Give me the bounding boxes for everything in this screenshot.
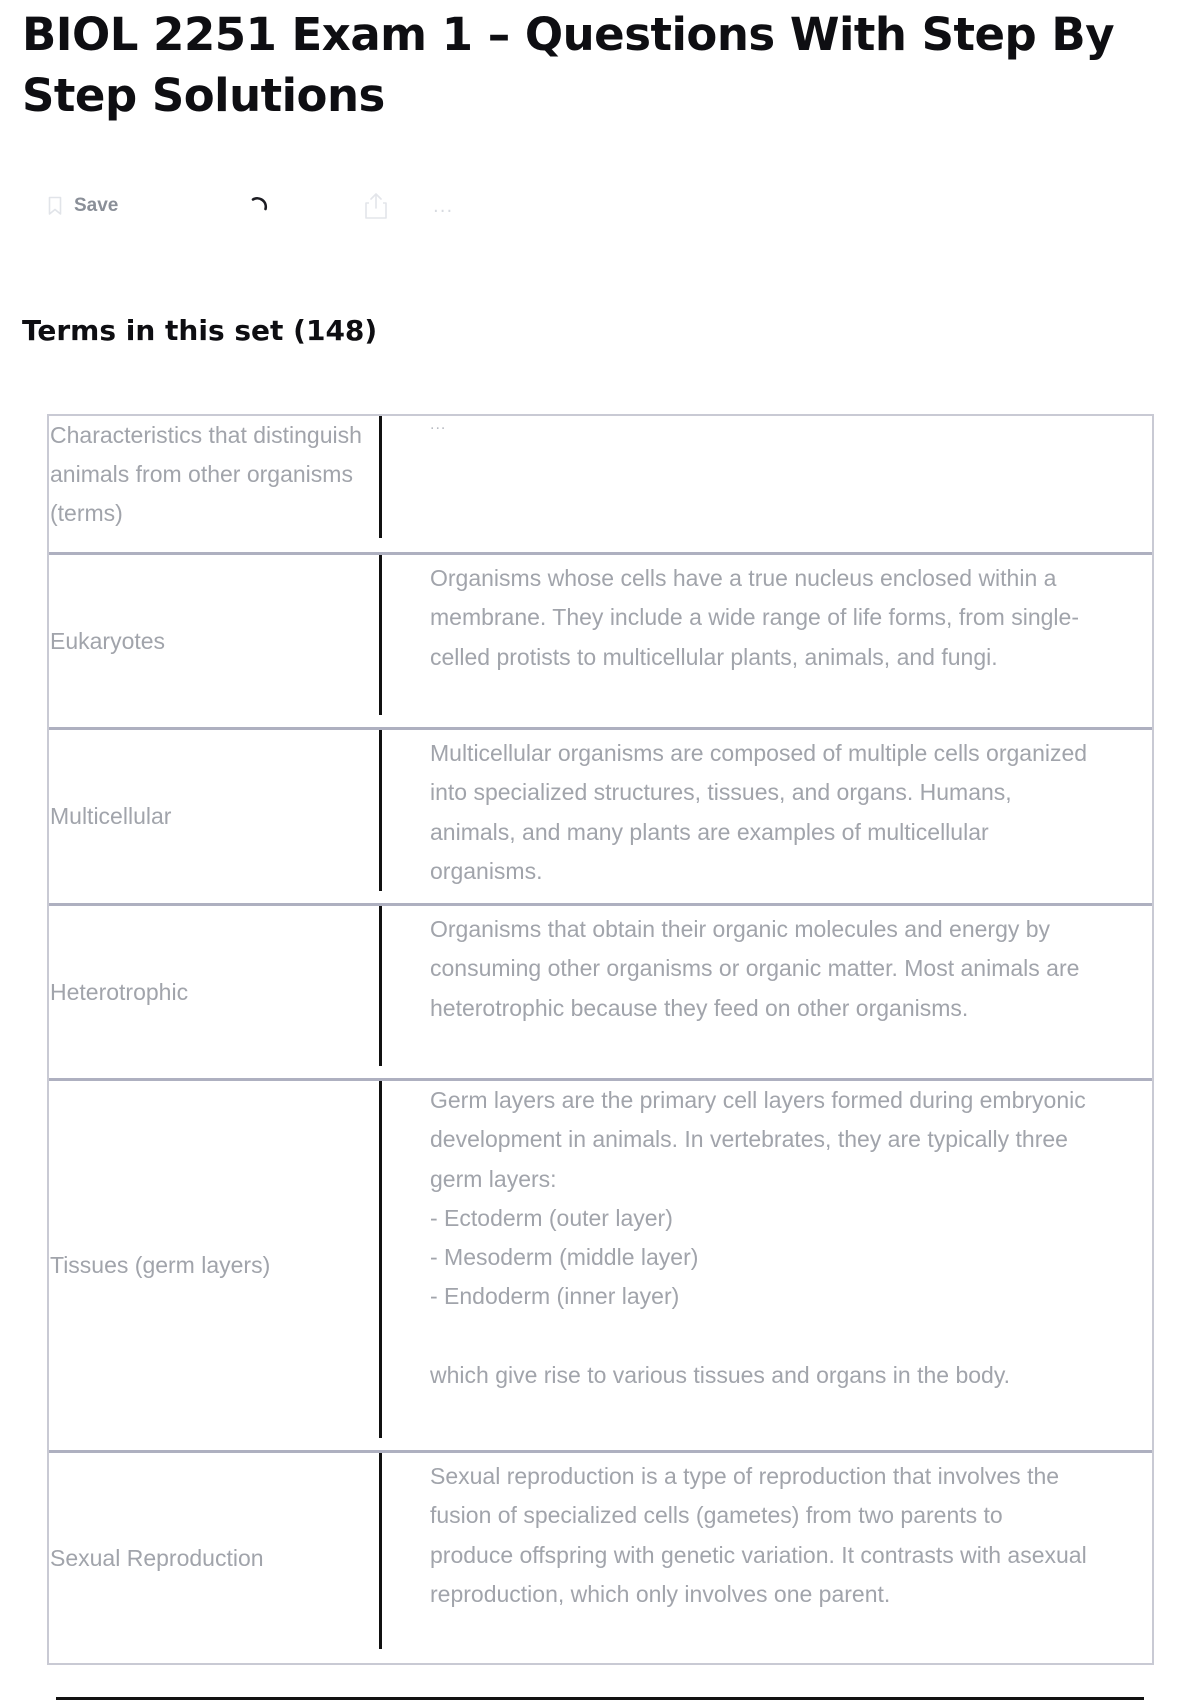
definition-text: ... — [430, 416, 447, 433]
term-text: Multicellular — [50, 803, 172, 829]
definition-text: Multicellular organisms are composed of multiple cells organized into specialized structures, tissues, and organs. Humans, animals, and many plants are examples of multicellular organisms. — [430, 740, 1088, 884]
save-button-label: Save — [74, 195, 119, 216]
column-divider — [379, 1081, 382, 1438]
term-text: Heterotrophic — [50, 978, 189, 1005]
term-row — [49, 1450, 1152, 1663]
column-divider — [379, 1453, 382, 1649]
spinner-icon — [244, 192, 272, 220]
column-divider — [379, 555, 382, 715]
terms-table — [47, 414, 1154, 1665]
more-icon: ... — [433, 195, 454, 217]
definition-text: Organisms that obtain their organic molecules and energy by consuming other organisms or organic matter. Most animals are heterotrophic because they feed on other organisms. — [430, 916, 1080, 1021]
column-divider — [379, 906, 382, 1066]
column-divider — [379, 416, 382, 538]
term-text: Eukaryotes — [50, 627, 166, 654]
term-text: Sexual Reproduction — [50, 1544, 264, 1571]
share-button[interactable] — [363, 188, 389, 224]
share-icon — [363, 191, 389, 221]
terms-heading: Terms in this set (148) — [22, 314, 378, 347]
term-row — [49, 1078, 1152, 1450]
term-row — [49, 552, 1152, 727]
term-text: Tissues (germ layers) — [50, 1252, 271, 1278]
term-row — [49, 903, 1152, 1078]
definition-text: Sexual reproduction is a type of reproduction that involves the fusion of specialized cells (gametes) from two parents to produce offspring with genetic variation. It contrasts with asexual reproduction, which only involves one parent. — [430, 1463, 1087, 1607]
definition-text: Organisms whose cells have a true nucleus enclosed within a membrane. They include a wide range of life forms, from single-celled protists to multicellular plants, animals, and fungi. — [430, 565, 1079, 670]
term-row — [49, 416, 1152, 552]
more-button[interactable] — [433, 188, 453, 224]
definition-text: Germ layers are the primary cell layers formed during embryonic development in animals. In vertebrates, they are typically three germ layers: - Ectoderm (outer layer) - Mesoderm (middle layer) - Endoderm (inner layer) which give rise to various tissues and organs in the body. — [430, 1087, 1086, 1389]
save-button[interactable] — [48, 188, 118, 224]
column-divider — [379, 730, 382, 891]
bookmark-icon — [48, 196, 62, 216]
loading-spinner — [244, 188, 272, 224]
toolbar — [48, 188, 508, 224]
term-row — [49, 727, 1152, 903]
page-title: BIOL 2251 Exam 1 – Questions With Step By Step Solutions — [22, 8, 1115, 122]
term-text: Characteristics that distinguish animals from other organisms (terms) — [50, 422, 362, 526]
